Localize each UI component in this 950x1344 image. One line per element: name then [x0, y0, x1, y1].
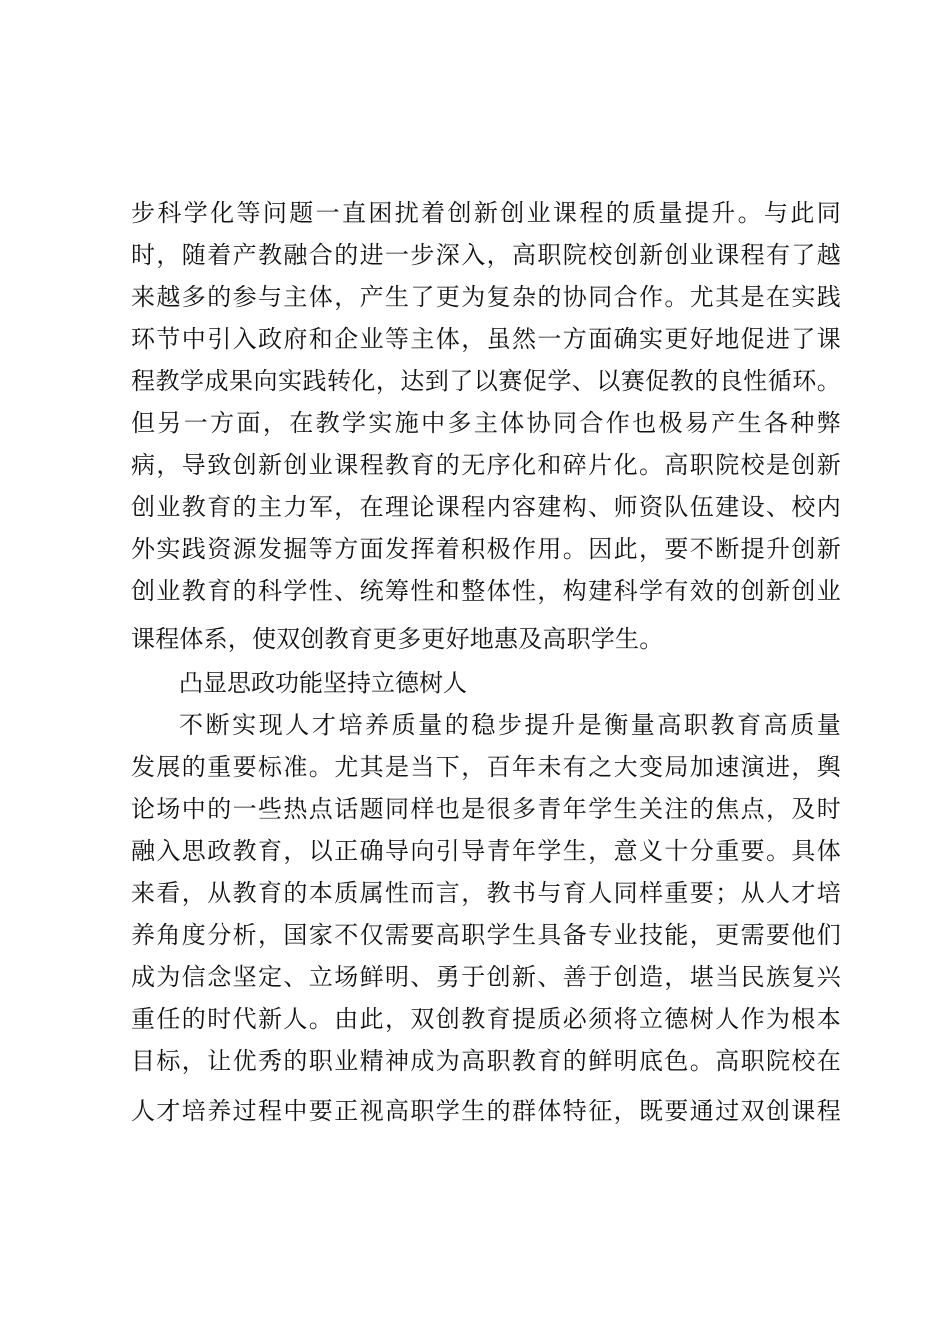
paragraph-1-line: 环节中引入政府和企业等主体，虽然一方面确实更好地促进了课: [131, 325, 841, 353]
paragraph-1-line: 程教学成果向实践转化，达到了以赛促学、以赛促教的良性循环。: [131, 367, 841, 395]
paragraph-2-line: 重任的时代新人。由此，双创教育提质必须将立德树人作为根本: [131, 1005, 841, 1033]
paragraph-2-first-line: 不断实现人才培养质量的稳步提升是衡量高职教育高质量: [179, 711, 841, 739]
paragraph-2-line: 人才培养过程中要正视高职学生的群体特征，既要通过双创课程: [131, 1097, 841, 1125]
paragraph-1-line: 步科学化等问题一直困扰着创新创业课程的质量提升。与此同: [131, 199, 841, 227]
paragraph-1-line: 来越多的参与主体，产生了更为复杂的协同合作。尤其是在实践: [131, 283, 841, 311]
paragraph-1: [131, 192, 841, 612]
paragraph-1-line: 时，随着产教融合的进一步深入，高职院校创新创业课程有了越: [131, 241, 841, 269]
paragraph-2-line: 融入思政教育，以正确导向引导青年学生，意义十分重要。具体: [131, 837, 841, 865]
paragraph-2-line: 成为信念坚定、立场鲜明、勇于创新、善于创造，堪当民族复兴: [131, 963, 841, 991]
paragraph-1-line: 创业教育的主力军，在理论课程内容建构、师资队伍建设、校内: [131, 493, 841, 521]
paragraph-2: [131, 704, 841, 1082]
paragraph-1-line: 外实践资源发掘等方面发挥着积极作用。因此，要不断提升创新: [131, 535, 841, 563]
paragraph-2-line: 论场中的一些热点话题同样也是很多青年学生关注的焦点，及时: [131, 795, 841, 823]
paragraph-2-line: 养角度分析，国家不仅需要高职学生具备专业技能，更需要他们: [131, 921, 841, 949]
paragraph-2-line: 来看，从教育的本质属性而言，教书与育人同样重要；从人才培: [131, 879, 841, 907]
paragraph-2-tail: [131, 1090, 841, 1132]
paragraph-2-line: 发展的重要标准。尤其是当下，百年未有之大变局加速演进，舆: [131, 753, 841, 781]
paragraph-1-line: 但另一方面，在教学实施中多主体协同合作也极易产生各种弊: [131, 409, 841, 437]
paragraph-2-line: 目标，让优秀的职业精神成为高职教育的鲜明底色。高职院校在: [131, 1047, 841, 1075]
paragraph-1-tail: [131, 618, 841, 660]
paragraph-1-line: 创业教育的科学性、统筹性和整体性，构建科学有效的创新创业: [131, 577, 841, 605]
section-heading: 凸显思政功能坚持立德树人: [179, 669, 467, 697]
paragraph-1-last-line: 课程体系，使双创教育更多更好地惠及高职学生。: [131, 625, 664, 653]
paragraph-1-line: 病，导致创新创业课程教育的无序化和碎片化。高职院校是创新: [131, 451, 841, 479]
